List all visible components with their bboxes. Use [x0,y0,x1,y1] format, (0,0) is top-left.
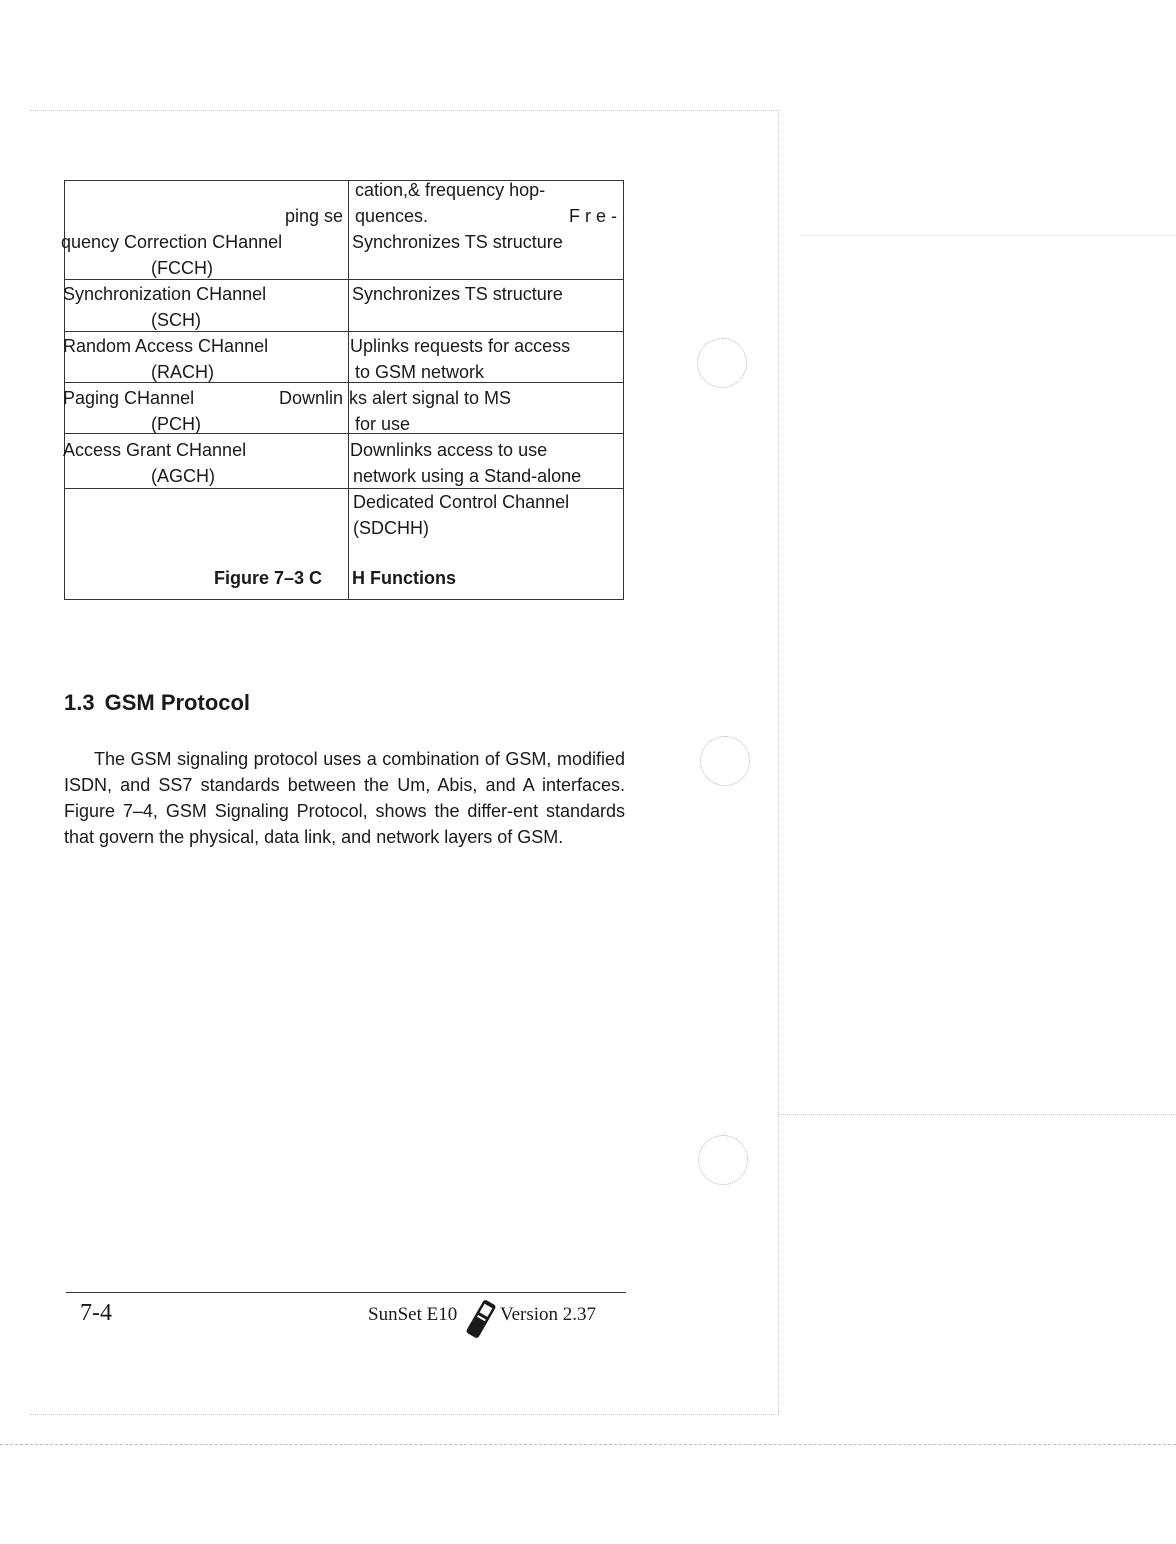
page-number: 7-4 [80,1300,112,1326]
cch-functions-table [61,180,624,600]
table-row-divider [65,331,623,332]
table-cell-right: ks alert signal to MS [349,388,512,408]
table-cell-left: ping se [285,206,344,226]
table-row-divider [65,382,623,383]
page-edge-right [778,110,779,1415]
page-edge-top [30,110,778,111]
table-cell-left: quency Correction CHannel [61,232,283,252]
table-cell-right: quences. [355,206,429,226]
figure-caption: Figure 7–3 C [214,568,323,588]
handset-device-icon [464,1296,498,1342]
punch-hole-top [697,338,747,388]
table-cell-right: Uplinks requests for access [350,336,571,356]
table-cell-left: (PCH) [151,414,201,434]
page-edge-bottom [30,1414,778,1415]
table-cell-right: network using a Stand-alone [353,466,582,486]
punch-hole-bottom [698,1135,748,1185]
table-cell-left: (SCH) [151,310,201,330]
table-row-divider [65,279,623,280]
table-row-divider [65,433,623,434]
table-cell-right: (SDCHH) [353,518,429,538]
table-cell-right: for use [355,414,411,434]
figure-caption: H Functions [352,568,456,588]
sheet-edge-top [800,235,1176,236]
sheet-edge-bottom [0,1444,1176,1445]
table-cell-left: Synchronization CHannel [63,284,267,304]
table-cell-right: Synchronizes TS structure [352,284,563,304]
table-cell-right: to GSM network [355,362,485,382]
section-heading [64,690,250,716]
footer-rule [66,1292,626,1293]
body-paragraph: The GSM signaling protocol uses a combination of GSM, modified ISDN, and SS7 standards between the Um, Abis, and A interfaces. Figure 7–4, GSM Signaling Protocol, shows the differ-ent standards that govern the physical, data link, and network layers of GSM. [64,749,625,847]
table-cell-right: cation,& frequency hop- [355,180,546,200]
table-cell-right: Synchronizes TS structure [352,232,563,252]
footer-version: Version 2.37 [500,1304,597,1325]
table-cell-right: Dedicated Control Channel [353,492,570,512]
punch-hole-middle [700,736,750,786]
table-cell-right: F r e - [569,206,617,226]
section-title: GSM Protocol [104,690,251,715]
section-number: 1.3 [64,690,95,715]
footer-product-name: SunSet E10 [368,1304,458,1325]
table-cell-left: Downlin [279,388,344,408]
sheet-edge-mid [778,1114,1176,1115]
table-cell-left: (RACH) [151,362,214,382]
table-cell-left: (FCCH) [151,258,213,278]
table-cell-left: Paging CHannel [63,388,195,408]
table-cell-left: (AGCH) [151,466,215,486]
table-cell-right: Downlinks access to use [350,440,548,460]
table-cell-left: Access Grant CHannel [63,440,247,460]
table-cell-left: Random Access CHannel [63,336,269,356]
